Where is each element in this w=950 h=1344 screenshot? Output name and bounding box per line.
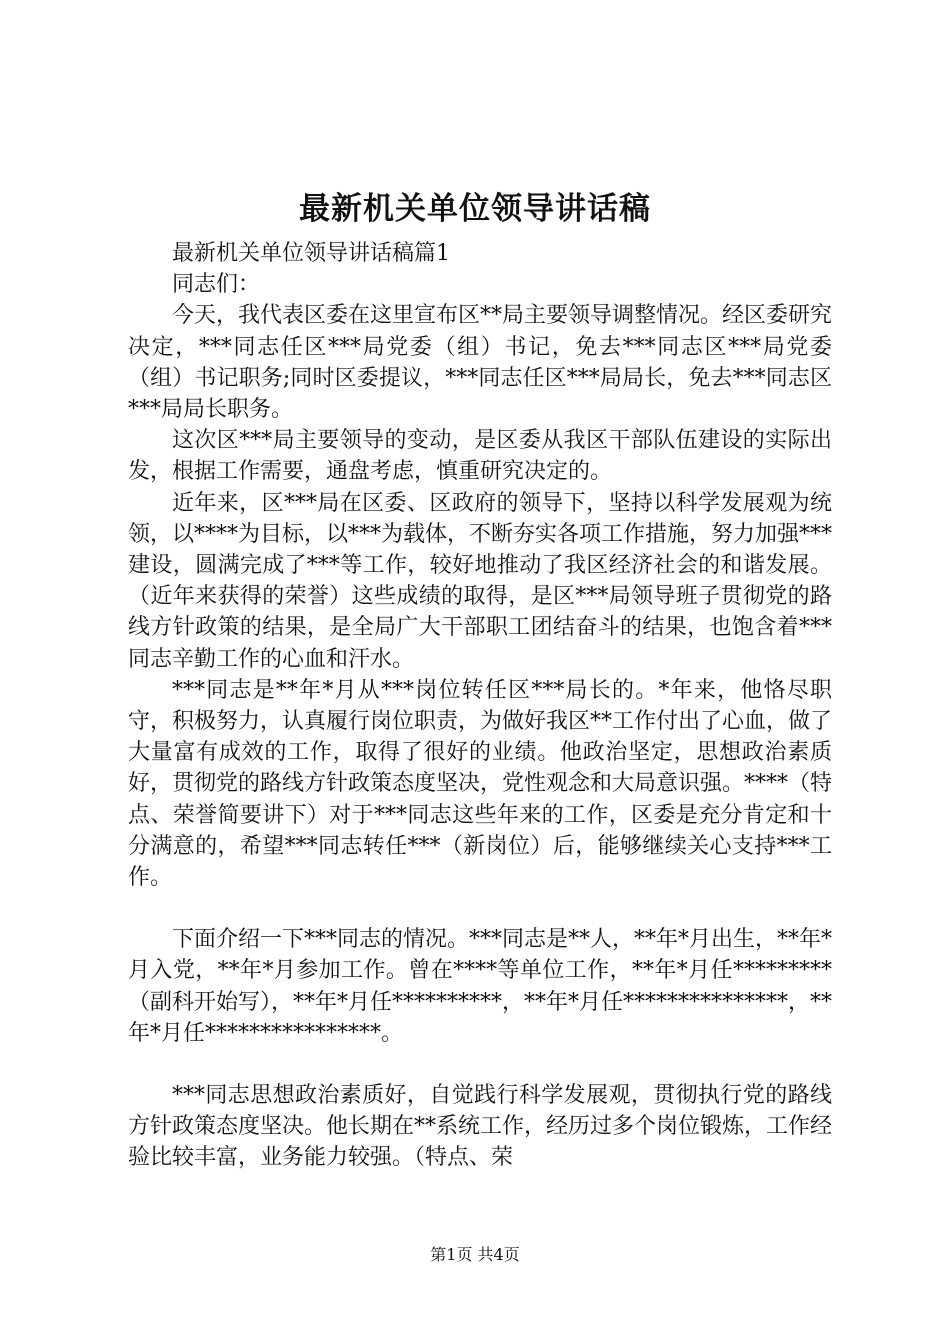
salutation: 同志们： [172,272,261,298]
paragraph: 近年来，区***局在区委、区政府的领导下，坚持以科学发展观为统领，以****为目标，以***为载体，不断夯实各项工作措施，努力加强***建设，圆满完成了***等工作，较好地推动了我区经济社会的和谐发展。（近年来获得的荣誉）这些成绩的取得，是区***局领导班子贯彻党的路线方针政策的结果，是全局广大干部职工团结奋斗的结果，也饱含着***同志辛勤工作的心血和汗水。 [128,490,833,672]
paragraph: 这次区***局主要领导的变动，是区委从我区干部队伍建设的实际出发，根据工作需要，通盘考虑，慎重研究决定的。 [128,428,832,485]
paragraph: ***同志是**年*月从***岗位转任区***局长的。*年来，他恪尽职守，积极努力，认真履行岗位职责，为做好我区**工作付出了心血，做了大量富有成效的工作，取得了很好的业绩。他政治坚定，思想政治素质好，贯彻党的路线方针政策态度坚决，党性观念和大局意识强。****（特点、荣誉简要讲下）对于***同志这些年来的工作，区委是充分肯定和十分满意的，希望***同志转任***（新岗位）后，能够继续关心支持***工作。 [128,677,833,891]
article-heading: 最新机关单位领导讲话稿篇1 [172,241,450,266]
paragraph: ***同志思想政治素质好，自觉践行科学发展观，贯彻执行党的路线方针政策态度坚决。他长期在**系统工作，经历过多个岗位锻炼，工作经验比较丰富，业务能力较强。（特点、荣 [128,1083,833,1171]
paragraph: 今天，我代表区委在这里宣布区**局主要领导调整情况。经区委研究决定，***同志任区***局党委（组）书记，免去***同志区***局党委（组）书记职务;同时区委提议，***同志任区***局局长，免去***同志区***局局长职务。 [128,303,833,423]
paragraph: 下面介绍一下***同志的情况。***同志是**人，**年*月出生，**年*月入党，**年*月参加工作。曾在****等单位工作，**年*月任*********（副科开始写），**年*月任**********，**年*月任***************，**年*月任****************。 [128,927,833,1046]
document-title: 最新机关单位领导讲话稿 [299,191,651,227]
page-footer: 第1页 共4页 [430,1245,520,1264]
document-body [128,238,832,1174]
